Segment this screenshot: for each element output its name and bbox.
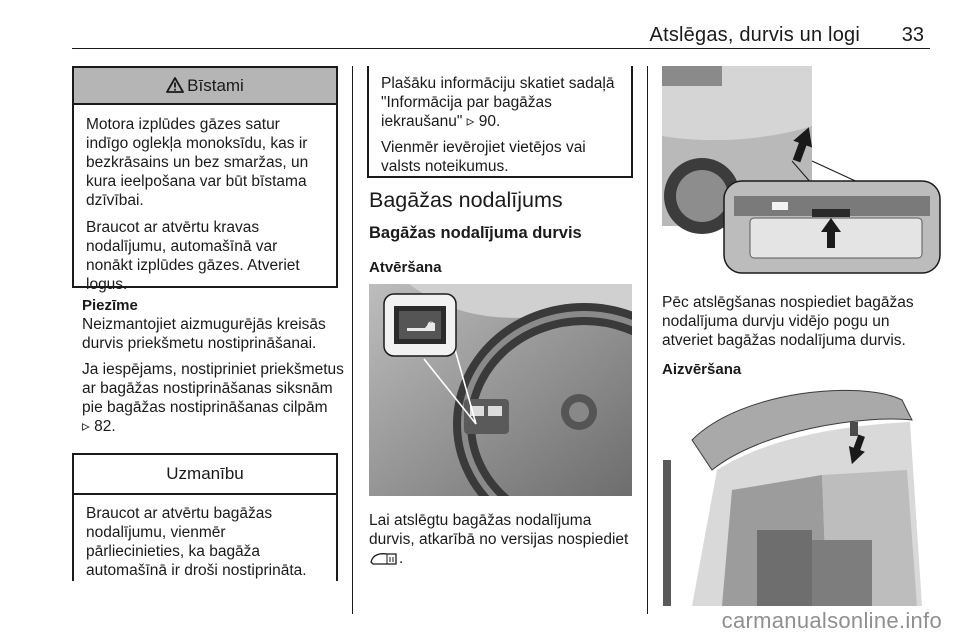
header-rule <box>72 48 930 49</box>
closing-illustration <box>662 380 942 606</box>
page-reference-link-90[interactable]: 90. <box>478 113 501 130</box>
subsection-heading: Bagāžas nodalījuma durvis <box>369 224 582 242</box>
open-tailgate-caption: Pēc atslēgšanas nospiediet bagāžas nodalījuma durvju vidējo pogu un atveriet bagāžas nodalījuma durvis. <box>662 294 914 349</box>
danger-paragraph-2: Braucot ar atvērtu kravas nodalījumu, automašīnā var nonākt izplūdes gāzes. Atveriet logus. <box>86 219 300 293</box>
page-reference-link-82[interactable]: 82. <box>94 418 116 435</box>
secure-items-paragraph <box>82 360 344 436</box>
dashboard-button-figure <box>369 284 632 496</box>
note-block <box>82 296 344 443</box>
unlock-caption-text: Lai atslēgtu bagāžas nodalījuma durvis, atkarībā no versijas nospiediet <box>369 512 629 548</box>
caution-text: Braucot ar atvērtu bagāžas nodalījumu, vienmēr pārliecinieties, ka bagāža automašīnā ir droši nostiprināta. <box>86 505 307 579</box>
running-header-title: Atslēgas, durvis un logi <box>649 24 860 46</box>
section-heading: Bagāžas nodalījums <box>369 188 563 212</box>
watermark: carmanualsonline.info <box>721 608 942 633</box>
loading-info-box <box>367 66 633 178</box>
local-regulations-text: Vienmēr ievērojiet vietējos vai valsts noteikumus. <box>381 139 586 175</box>
note-title: Piezīme <box>82 297 138 314</box>
caution-box <box>72 453 338 581</box>
closing-tailgate-figure <box>662 380 942 606</box>
danger-box-title: Bīstami <box>187 76 244 95</box>
closing-heading: Aizvēršana <box>662 361 742 378</box>
danger-box <box>72 66 338 293</box>
caution-box-title: Uzmanību <box>166 464 244 483</box>
trunk-open-icon <box>369 550 399 571</box>
opening-heading: Atvēršana <box>369 259 442 276</box>
dashboard-illustration <box>369 284 632 496</box>
page-number: 33 <box>901 24 924 46</box>
secure-items-text: Ja iespējams, nostipriniet priekšmetus ar bagāžas nostiprināšanas siksnām pie bagāžas nostiprināšanas cilpām <box>82 361 344 416</box>
unlock-caption: Lai atslēgtu bagāžas nodalījuma durvis, atkarībā no versijas nospiediet . <box>369 511 639 571</box>
danger-box-header <box>74 68 336 105</box>
danger-paragraph-1: Motora izplūdes gāzes satur indīgo oglekļa monoksīdu, kas ir bezkrāsains un bez smaržas, un kura ieelpošana var būt bīstama dzīvībai. <box>86 116 309 209</box>
column-divider-1 <box>352 66 353 614</box>
caution-box-header <box>74 455 336 495</box>
tailgate-illustration <box>662 66 942 276</box>
warning-triangle-icon <box>166 70 184 105</box>
loading-info-paragraph <box>381 74 619 131</box>
reference-arrow-icon: ▹ <box>82 418 90 435</box>
tailgate-figure <box>662 66 942 276</box>
reference-arrow-icon: ▹ <box>466 113 475 130</box>
note-text: Neizmantojiet aizmugurējās kreisās durvis priekšmetu nostiprināšanai. <box>82 316 326 352</box>
column-divider-2 <box>647 66 648 614</box>
loading-info-text: Plašāku informāciju skatiet sadaļā "Informācija par bagāžas iekraušanu" <box>381 75 615 130</box>
